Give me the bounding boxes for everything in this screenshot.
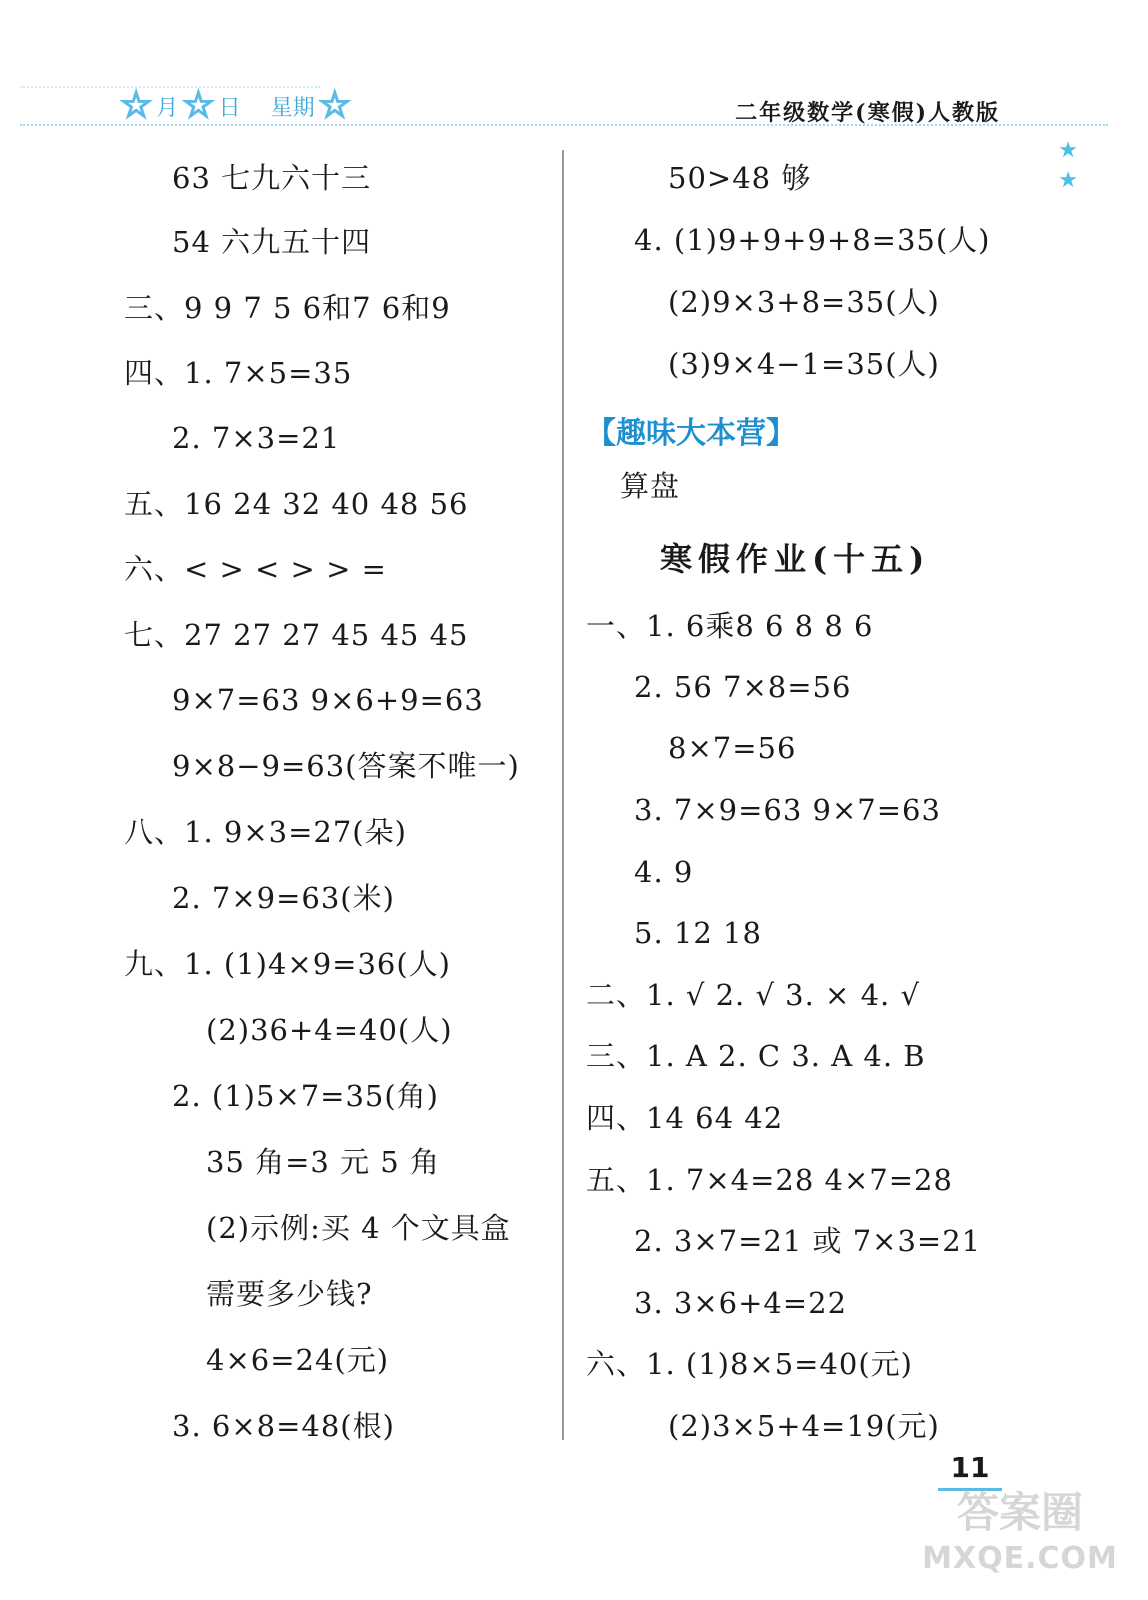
answer-line: 四、14 64 42 bbox=[586, 1101, 784, 1135]
answer-line: 63 七九六十三 bbox=[172, 161, 372, 195]
column-divider bbox=[562, 150, 564, 1440]
answer-line: 六、1. (1)8×5=40(元) bbox=[586, 1347, 913, 1381]
watermark bbox=[920, 1490, 1120, 1582]
watermark-url: MXQE.COM bbox=[922, 1541, 1118, 1576]
answer-line: 54 六九五十四 bbox=[172, 225, 372, 259]
star-icon: ☆ bbox=[318, 85, 351, 126]
answer-line: (3)9×4−1=35(人) bbox=[668, 347, 940, 381]
answer-line: (2)示例:买 4 个文具盒 bbox=[206, 1211, 511, 1245]
answer-line: 五、16 24 32 40 48 56 bbox=[124, 487, 469, 521]
answer-line: (2)36+4=40(人) bbox=[206, 1013, 453, 1047]
answer-line: (2)9×3+8=35(人) bbox=[668, 285, 940, 319]
answer-line: 3. 7×9=63 9×7=63 bbox=[634, 793, 941, 827]
answer-line: 三、9 9 7 5 6和7 6和9 bbox=[124, 291, 451, 325]
page-title: 寒假作业(十五) bbox=[660, 540, 931, 578]
watermark-logo: 答案圈 bbox=[956, 1488, 1083, 1537]
answer-line: 4. 9 bbox=[634, 855, 694, 889]
answer-line: 二、1. √ 2. √ 3. × 4. √ bbox=[586, 978, 920, 1012]
answer-line: 六、< > < > > = bbox=[124, 552, 387, 586]
answer-line: 2. 7×3=21 bbox=[172, 421, 341, 455]
answer-line: 2. (1)5×7=35(角) bbox=[172, 1079, 439, 1113]
answer-line: 三、1. A 2. C 3. A 4. B bbox=[586, 1039, 926, 1073]
answer-line: 四、1. 7×5=35 bbox=[124, 356, 353, 390]
answer-line: 2. 3×7=21 或 7×3=21 bbox=[634, 1224, 982, 1258]
answer-line: 9×8−9=63(答案不唯一) bbox=[172, 749, 520, 783]
answer-line: 35 角=3 元 5 角 bbox=[206, 1145, 440, 1179]
book-title: 二年级数学(寒假)人教版 bbox=[735, 100, 1000, 126]
answer-line: 九、1. (1)4×9=36(人) bbox=[124, 947, 451, 981]
answer-line: 五、1. 7×4=28 4×7=28 bbox=[586, 1163, 953, 1197]
answer-line: 八、1. 9×3=27(朵) bbox=[124, 815, 407, 849]
month-label: 月 bbox=[156, 95, 179, 121]
answer-line: 4×6=24(元) bbox=[206, 1343, 390, 1377]
header-dotted-line bbox=[20, 124, 1108, 126]
answer-line: 2. 56 7×8=56 bbox=[634, 670, 852, 704]
section-heading: 【趣味大本营】 bbox=[586, 416, 796, 451]
answer-line: 9×7=63 9×6+9=63 bbox=[172, 683, 484, 717]
answer-line: 七、27 27 27 45 45 45 bbox=[124, 618, 469, 652]
answer-line: 3. 3×6+4=22 bbox=[634, 1286, 848, 1320]
day-label: 日 bbox=[218, 95, 241, 121]
answer-line: 一、1. 6乘8 6 8 8 6 bbox=[586, 609, 874, 643]
answer-line: (2)3×5+4=19(元) bbox=[668, 1409, 940, 1443]
answer-line: 50>48 够 bbox=[668, 161, 812, 195]
page-number: 11 bbox=[938, 1448, 1002, 1491]
star-icon: ☆ bbox=[182, 85, 215, 126]
answer-line: 8×7=56 bbox=[668, 731, 797, 765]
answer-line: 需要多少钱? bbox=[206, 1277, 373, 1311]
answer-line: 5. 12 18 bbox=[634, 916, 762, 950]
weekday-label: 星期 bbox=[270, 95, 315, 121]
section-answer: 算盘 bbox=[620, 469, 681, 503]
decorative-stars-icon: ★ ★ bbox=[1058, 138, 1078, 193]
answer-line: 4. (1)9+9+9+8=35(人) bbox=[634, 223, 991, 257]
star-icon: ☆ bbox=[120, 85, 153, 126]
answer-line: 2. 7×9=63(米) bbox=[172, 881, 395, 915]
answer-line: 3. 6×8=48(根) bbox=[172, 1409, 395, 1443]
date-field bbox=[120, 85, 351, 126]
